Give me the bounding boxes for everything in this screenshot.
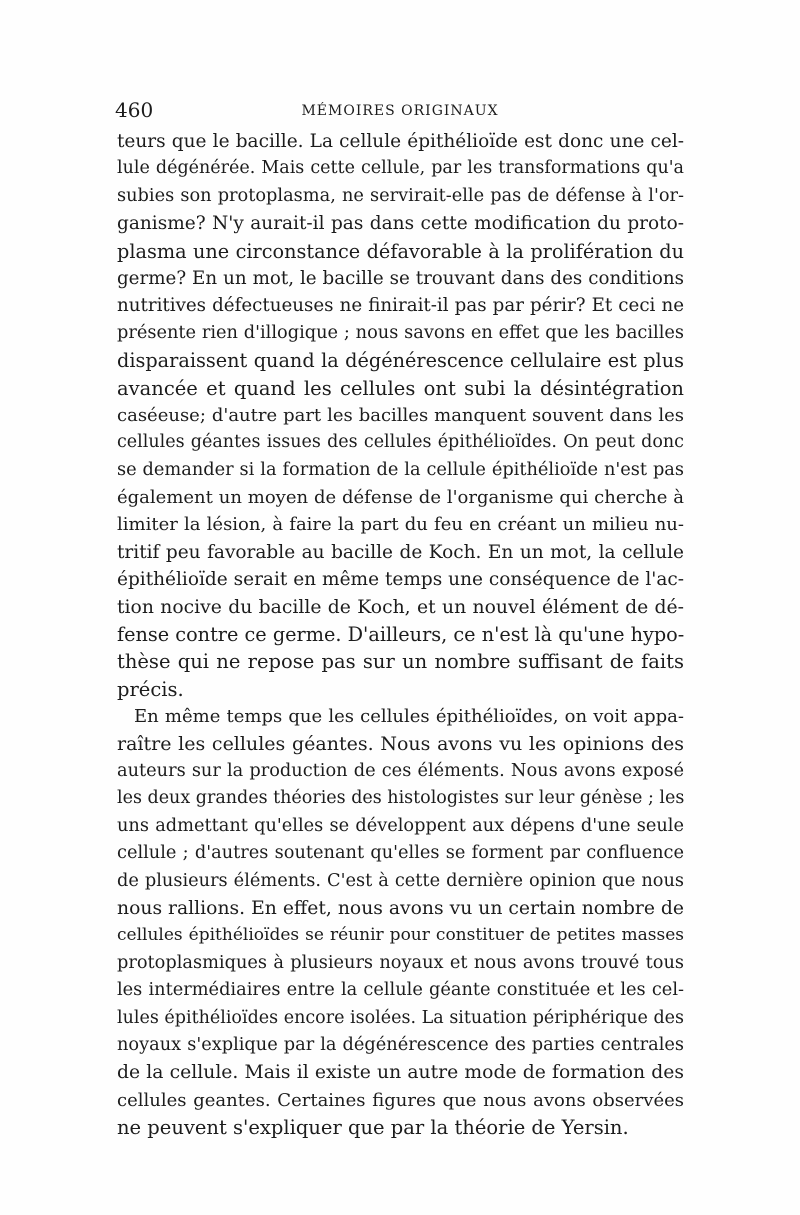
text-line: présente rien d'illogique ; nous savons en effet que les bacilles	[117, 322, 684, 343]
text-line: tion nocive du bacille de Koch, et un nouvel élément de dé-	[117, 596, 684, 618]
paragraph-1	[117, 128, 684, 703]
text-line: cellule ; d'autres soutenant qu'elles se forment par confluence	[117, 843, 684, 864]
text-line: les deux grandes théories des histologistes sur leur génèse ; les	[117, 788, 685, 809]
text-line: avancée et quand les cellules ont subi la désintégration	[117, 376, 684, 400]
text-line: précis.	[117, 677, 184, 701]
text-line: se demander si la formation de la cellule épithélioïde n'est pas	[117, 459, 684, 480]
text-line: de la cellule. Mais il existe un autre mode de formation des	[117, 1062, 684, 1084]
body-text	[117, 128, 684, 1141]
text-line: les intermédiaires entre la cellule géante constituée et les cel-	[117, 980, 684, 1001]
text-line: germe? En un mot, le bacille se trouvant dans des conditions	[117, 267, 684, 289]
text-line: ne peuvent s'expliquer que par la théorie de Yersin.	[117, 1116, 629, 1140]
text-line: auteurs sur la production de ces éléments. Nous avons exposé	[117, 760, 684, 781]
text-line: raître les cellules géantes. Nous avons vu les opinions des	[117, 732, 684, 755]
text-line: teurs que le bacille. La cellule épithélioïde est donc une cel-	[117, 131, 684, 152]
text-line: également un moyen de défense de l'organisme qui cherche à	[117, 487, 684, 509]
text-line: épithélioïde serait en même temps une conséquence de l'ac-	[117, 569, 684, 591]
paragraph-2	[117, 703, 684, 1141]
page-number: 460	[115, 98, 154, 122]
text-line: nous rallions. En effet, nous avons vu un certain nombre de	[117, 897, 684, 919]
text-line: En même temps que les cellules épithélioïdes, on voit appa-	[134, 706, 684, 728]
text-line: thèse qui ne repose pas sur un nombre suffisant de faits	[117, 650, 684, 674]
text-line: de plusieurs éléments. C'est à cette dernière opinion que nous	[117, 870, 684, 891]
text-line: ganisme? N'y aurait-il pas dans cette modification du proto-	[117, 213, 684, 235]
text-line: lules épithélioïdes encore isolées. La situation périphérique des	[117, 1007, 684, 1028]
text-line: protoplasmiques à plusieurs noyaux et nous avons trouvé tous	[117, 952, 684, 973]
text-line: cellules épithélioïdes se réunir pour constituer de petites masses	[117, 925, 684, 946]
text-line: subies son protoplasma, ne servirait-elle pas de défense à l'or-	[117, 185, 684, 206]
text-line: cellules géantes issues des cellules épithélioïdes. On peut donc	[117, 432, 684, 453]
text-line: fense contre ce germe. D'ailleurs, ce n'est là qu'une hypo-	[117, 623, 685, 647]
text-line: noyaux s'explique par la dégénérescence des parties centrales	[117, 1034, 684, 1055]
text-line: lule dégénérée. Mais cette cellule, par les transformations qu'a	[117, 158, 684, 179]
text-line: caséeuse; d'autre part les bacilles manquent souvent dans les	[117, 404, 684, 426]
text-line: tritif peu favorable au bacille de Koch. En un mot, la cellule	[117, 541, 684, 563]
text-line: disparaissent quand la dégénérescence cellulaire est plus	[117, 349, 684, 373]
text-line: limiter la lésion, à faire la part du feu en créant un milieu nu-	[117, 514, 684, 536]
text-line: nutritives défectueuses ne finirait-il pas par périr? Et ceci ne	[117, 295, 684, 317]
text-line: cellules geantes. Certaines figures que nous avons observées	[117, 1089, 684, 1111]
text-line: uns admettant qu'elles se développent aux dépens d'une seule	[117, 815, 684, 836]
text-line: plasma une circonstance défavorable à la prolifération du	[117, 239, 684, 263]
running-title: MÉMOIRES ORIGINAUX	[301, 103, 499, 119]
running-head	[115, 97, 685, 123]
